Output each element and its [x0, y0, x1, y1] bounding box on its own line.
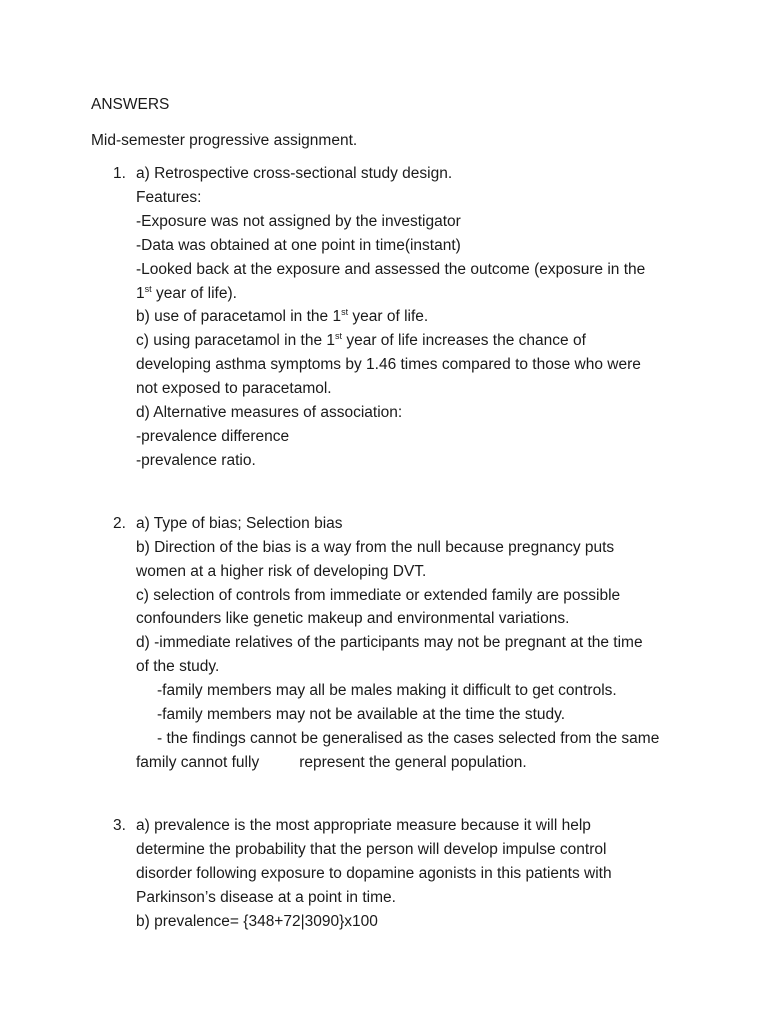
page-subtitle: Mid-semester progressive assignment. — [91, 132, 358, 149]
q1-b-post: year of life. — [348, 308, 429, 325]
q1-f3b-rest: year of life). — [151, 285, 237, 302]
q1-answer-d-1: -prevalence difference — [136, 428, 290, 445]
q2-answer-d-4: -family members may not be available at the time the study. — [157, 706, 566, 723]
q2-answer-c-1: c) selection of controls from immediate or extended family are possible — [136, 587, 621, 604]
q1-answer-b — [136, 307, 428, 327]
q1-feature-3-cont — [136, 284, 237, 304]
question-3-number: 3. — [113, 817, 126, 834]
q1-feature-3: -Looked back at the exposure and assessed the outcome (exposure in the — [136, 261, 646, 278]
q2-answer-d-1: d) -immediate relatives of the participants may not be pregnant at the time — [136, 634, 643, 651]
q1-features-heading: Features: — [136, 189, 202, 206]
q2-answer-d-6 — [136, 753, 527, 773]
q1-feature-2: -Data was obtained at one point in time(instant) — [136, 237, 461, 254]
q2-answer-a: a) Type of bias; Selection bias — [136, 515, 343, 532]
q1-c-post: year of life increases the chance of — [342, 332, 586, 349]
q3-answer-a-3: disorder following exposure to dopamine agonists in this patients with — [136, 865, 612, 882]
q3-answer-a-4: Parkinson’s disease at a point in time. — [136, 889, 396, 906]
q1-answer-c-3: not exposed to paracetamol. — [136, 380, 332, 397]
q1-f3b-sup: st — [144, 284, 152, 294]
q1-f3b-ord: 1 — [136, 285, 145, 302]
q1-answer-c — [136, 331, 586, 351]
q1-c-pre: c) using paracetamol in the 1 — [136, 332, 336, 349]
q2-answer-b-2: women at a higher risk of developing DVT. — [136, 563, 427, 580]
q2-answer-d-3: -family members may all be males making it difficult to get controls. — [157, 682, 617, 699]
q2-answer-c-2: confounders like genetic makeup and environmental variations. — [136, 610, 570, 627]
question-1-number: 1. — [113, 165, 126, 182]
q1-b-sup: st — [341, 307, 349, 317]
q1-c-sup: st — [335, 331, 343, 341]
q3-answer-a-2: determine the probability that the person will develop impulse control — [136, 841, 607, 858]
q1-answer-c-2: developing asthma symptoms by 1.46 times compared to those who were — [136, 356, 641, 373]
q2-answer-d-5: - the findings cannot be generalised as the cases selected from the same — [157, 730, 660, 747]
q3-answer-b: b) prevalence= {348+72|3090}x100 — [136, 913, 378, 930]
question-2-number: 2. — [113, 515, 126, 532]
q2-d6-part-b: represent the general population. — [299, 754, 527, 771]
q1-feature-1: -Exposure was not assigned by the investigator — [136, 213, 461, 230]
page-title: ANSWERS — [91, 96, 170, 113]
q3-answer-a-1: a) prevalence is the most appropriate measure because it will help — [136, 817, 591, 834]
q1-b-pre: b) use of paracetamol in the 1 — [136, 308, 342, 325]
q1-answer-d: d) Alternative measures of association: — [136, 404, 403, 421]
q2-d6-part-a: family cannot fully — [136, 754, 260, 771]
q2-answer-d-2: of the study. — [136, 658, 220, 675]
q1-answer-a: a) Retrospective cross-sectional study design. — [136, 165, 453, 182]
q2-answer-b-1: b) Direction of the bias is a way from the null because pregnancy puts — [136, 539, 615, 556]
q1-answer-d-2: -prevalence ratio. — [136, 452, 256, 469]
